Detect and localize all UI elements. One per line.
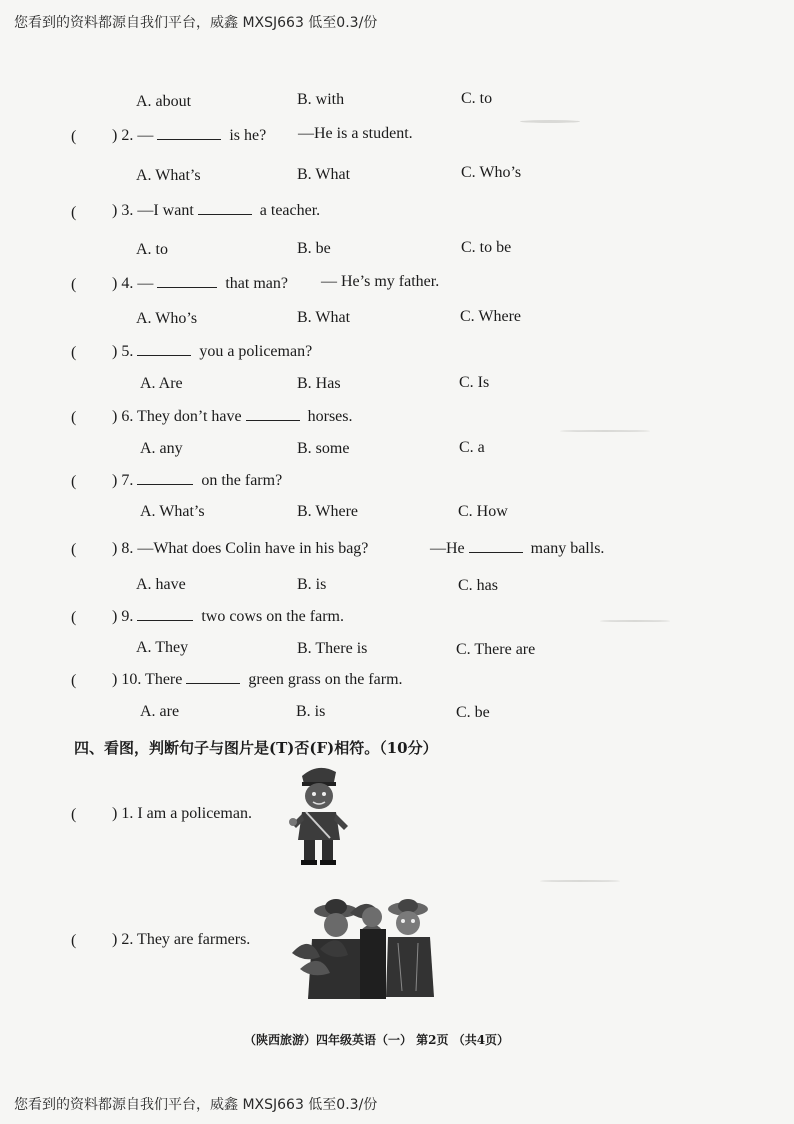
question-number: ) 5. bbox=[112, 343, 134, 360]
question-text: a teacher. bbox=[259, 202, 321, 219]
q5-option-c: C. Is bbox=[459, 374, 490, 391]
q6-option-c: C. a bbox=[459, 439, 485, 456]
q4-option-c: C. Where bbox=[460, 308, 522, 325]
question-6 bbox=[112, 408, 353, 426]
question-number: ) 6. They don’t have bbox=[112, 408, 242, 425]
q7-option-c: C. How bbox=[458, 503, 508, 520]
answer-blank bbox=[137, 354, 191, 356]
answer-blank bbox=[186, 682, 240, 684]
q2-option-b: B. What bbox=[297, 166, 351, 183]
question-10 bbox=[112, 671, 403, 689]
dash: — bbox=[137, 127, 154, 144]
question-3 bbox=[112, 202, 320, 220]
policeman-picture bbox=[284, 762, 354, 866]
question-8-answer bbox=[430, 540, 604, 558]
answer-blank bbox=[157, 138, 221, 140]
scan-speck bbox=[540, 880, 620, 882]
q8-option-c: C. has bbox=[458, 577, 498, 594]
answer-blank bbox=[469, 551, 523, 553]
q9-option-a: A. They bbox=[136, 639, 189, 656]
bottom-banner: 您看到的资料都源自我们平台，威鑫 MXSJ663 低至0.3/份 bbox=[14, 1097, 378, 1113]
scan-speck bbox=[600, 620, 670, 622]
q3-option-b: B. be bbox=[297, 240, 331, 257]
question-text: that man? bbox=[225, 275, 288, 292]
question-text: many balls. bbox=[530, 540, 605, 557]
answer-blank bbox=[198, 213, 252, 215]
answer-paren: ( bbox=[71, 128, 77, 145]
answer-paren: ( bbox=[71, 276, 77, 293]
q4-option-b: B. What bbox=[297, 309, 351, 326]
section-4-title: 四、看图，判断句子与图片是(T)否(F)相符。（10分） bbox=[74, 739, 438, 757]
farmers-picture bbox=[290, 893, 436, 1001]
question-text: horses. bbox=[307, 408, 353, 425]
q6-option-b: B. some bbox=[297, 440, 350, 457]
q5-option-b: B. Has bbox=[297, 375, 341, 392]
q6-option-a: A. any bbox=[140, 440, 183, 457]
answer-paren: ( bbox=[71, 344, 77, 361]
answer-paren: ( bbox=[71, 541, 77, 558]
page-footer: （陕西旅游）四年级英语（一） 第2页 （共4页） bbox=[244, 1033, 510, 1047]
answer-blank bbox=[137, 483, 193, 485]
scan-speck bbox=[520, 120, 580, 123]
answer-paren: ( bbox=[71, 204, 77, 221]
answer-paren: ( bbox=[71, 609, 77, 626]
q10-option-b: B. is bbox=[296, 703, 326, 720]
q8-option-b: B. is bbox=[297, 576, 327, 593]
q10-option-c: C. be bbox=[456, 704, 490, 721]
answer-blank bbox=[137, 619, 193, 621]
question-8: ) 8. —What does Colin have in his bag? bbox=[112, 540, 369, 557]
q2-option-a: A. What’s bbox=[136, 167, 201, 184]
q7-option-b: B. Where bbox=[297, 503, 359, 520]
picture-question-1: ) 1. I am a policeman. bbox=[112, 805, 252, 822]
dash: — bbox=[137, 275, 154, 292]
question-text: green grass on the farm. bbox=[248, 671, 403, 688]
picture-question-2: ) 2. They are farmers. bbox=[112, 931, 251, 948]
question-number: ) 4. bbox=[112, 275, 134, 292]
scan-speck bbox=[560, 430, 650, 432]
question-9 bbox=[112, 608, 344, 626]
answer-blank bbox=[157, 286, 217, 288]
q4-answer: — He’s my father. bbox=[321, 273, 440, 290]
question-number: ) 3. bbox=[112, 202, 134, 219]
question-2 bbox=[112, 127, 266, 145]
question-7 bbox=[112, 472, 282, 490]
q1-option-a: A. about bbox=[136, 93, 192, 110]
question-4 bbox=[112, 275, 288, 293]
answer-paren: ( bbox=[71, 806, 77, 823]
question-text: two cows on the farm. bbox=[201, 608, 344, 625]
q8-option-a: A. have bbox=[136, 576, 186, 593]
question-text: on the farm? bbox=[201, 472, 283, 489]
q9-option-c: C. There are bbox=[456, 641, 536, 658]
question-number: ) 2. bbox=[112, 127, 134, 144]
q2-option-c: C. Who’s bbox=[461, 164, 522, 181]
question-text: is he? bbox=[229, 127, 267, 144]
q5-option-a: A. Are bbox=[140, 375, 183, 392]
answer-paren: ( bbox=[71, 409, 77, 426]
question-text: —I want bbox=[137, 202, 194, 219]
q3-option-c: C. to be bbox=[461, 239, 512, 256]
q3-option-a: A. to bbox=[136, 241, 168, 258]
q1-option-c: C. to bbox=[461, 90, 493, 107]
question-5 bbox=[112, 343, 312, 361]
q1-option-b: B. with bbox=[297, 91, 345, 108]
q4-option-a: A. Who’s bbox=[136, 310, 198, 327]
top-banner: 您看到的资料都源自我们平台，威鑫 MXSJ663 低至0.3/份 bbox=[14, 15, 378, 31]
answer-paren: ( bbox=[71, 932, 77, 949]
question-text: —He bbox=[430, 540, 465, 557]
question-text: you a policeman? bbox=[199, 343, 313, 360]
answer-blank bbox=[246, 419, 300, 421]
q2-answer: —He is a student. bbox=[298, 125, 413, 142]
question-number: ) 7. bbox=[112, 472, 134, 489]
q9-option-b: B. There is bbox=[297, 640, 368, 657]
q10-option-a: A. are bbox=[140, 703, 180, 720]
question-number: ) 10. There bbox=[112, 671, 183, 688]
answer-paren: ( bbox=[71, 672, 77, 689]
answer-paren: ( bbox=[71, 473, 77, 490]
question-number: ) 9. bbox=[112, 608, 134, 625]
q7-option-a: A. What’s bbox=[140, 503, 205, 520]
